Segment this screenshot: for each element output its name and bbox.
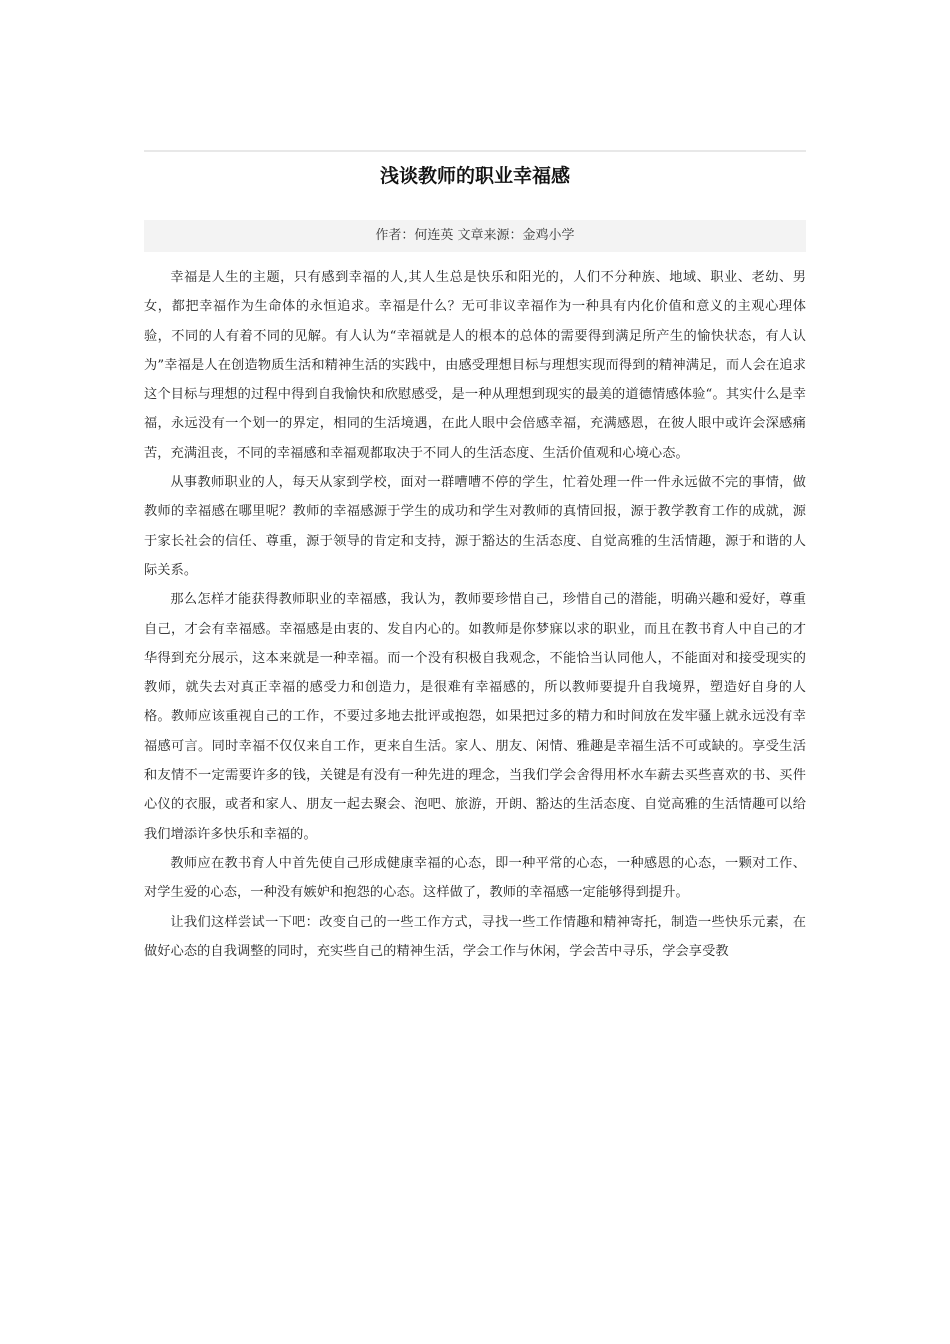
article [144, 150, 806, 966]
paragraph: 那么怎样才能获得教师职业的幸福感，我认为，教师要珍惜自己，珍惜自己的潜能，明确兴趣和爱好，尊重自己，才会有幸福感。幸福感是由衷的、发自内心的。如教师是你梦寐以求的职业，而且在教书育人中自己的才华得到充分展示，这本来就是一种幸福。而一个没有积极自我观念，不能恰当认同他人，不能面对和接受现实的教师，就失去对真正幸福的感受力和创造力，是很难有幸福感的，所以教师要提升自我境界，塑造好自身的人格。教师应该重视自己的工作，不要过多地去批评或抱怨，如果把过多的精力和时间放在发牢骚上就永远没有幸福感可言。同时幸福不仅仅来自工作，更来自生活。家人、朋友、闲情、雅趣是幸福生活不可或缺的。享受生活和友情不一定需要许多的钱，关键是有没有一种先进的理念，当我们学会舍得用杯水车薪去买些喜欢的书、买件心仪的衣服，或者和家人、朋友一起去聚会、泡吧、旅游，开朗、豁达的生活态度、自觉高雅的生活情趣可以给我们增添许多快乐和幸福的。 [144, 592, 806, 842]
paragraph: 让我们这样尝试一下吧：改变自己的一些工作方式，寻找一些工作情趣和精神寄托，制造一些快乐元素，在做好心态的自我调整的同时，充实些自己的精神生活，学会工作与休闲，学会苦中寻乐，学会享受教 [144, 914, 806, 959]
paragraph: 从事教师职业的人，每天从家到学校，面对一群嘈嘈不停的学生，忙着处理一件一件永远做不完的事情，做教师的幸福感在哪里呢？教师的幸福感源于学生的成功和学生对教师的真情回报，源于教学教育工作的成就，源于家长社会的信任、尊重，源于领导的肯定和支持，源于豁达的生活态度、自觉高雅的生活情趣，源于和谐的人际关系。 [144, 475, 806, 578]
article-body [144, 263, 806, 966]
paragraph: 教师应在教书育人中首先使自己形成健康幸福的心态，即一种平常的心态，一种感恩的心态，一颗对工作、对学生爱的心态，一种没有嫉妒和抱怨的心态。这样做了，教师的幸福感一定能够得到提升。 [144, 855, 806, 901]
article-meta: 作者：何连英 文章来源：金鸡小学 [144, 220, 806, 252]
paragraph: 幸福是人生的主题，只有感到幸福的人,其人生总是快乐和阳光的，人们不分种族、地域、职业、老幼、男女，都把幸福作为生命体的永恒追求。幸福是什么？无可非议幸福作为一种具有内化价值和意义的主观心理体验，不同的人有着不同的见解。有人认为“幸福就是人的根本的总体的需要得到满足所产生的愉快状态，有人认为”幸福是人在创造物质生活和精神生活的实践中，由感受理想目标与理想实现而得到的精神满足，而人会在追求这个目标与理想的过程中得到自我愉快和欣慰感受，是一种从理想到现实的最美的道德情感体验“。其实什么是幸福，永远没有一个划一的界定，相同的生活境遇，在此人眼中会倍感幸福，充满感恩，在彼人眼中或许会深感痛苦，充满沮丧，不同的幸福感和幸福观都取决于不同人的生活态度、生活价值观和心境心态。 [144, 270, 806, 461]
article-title: 浅谈教师的职业幸福感 [379, 165, 570, 187]
